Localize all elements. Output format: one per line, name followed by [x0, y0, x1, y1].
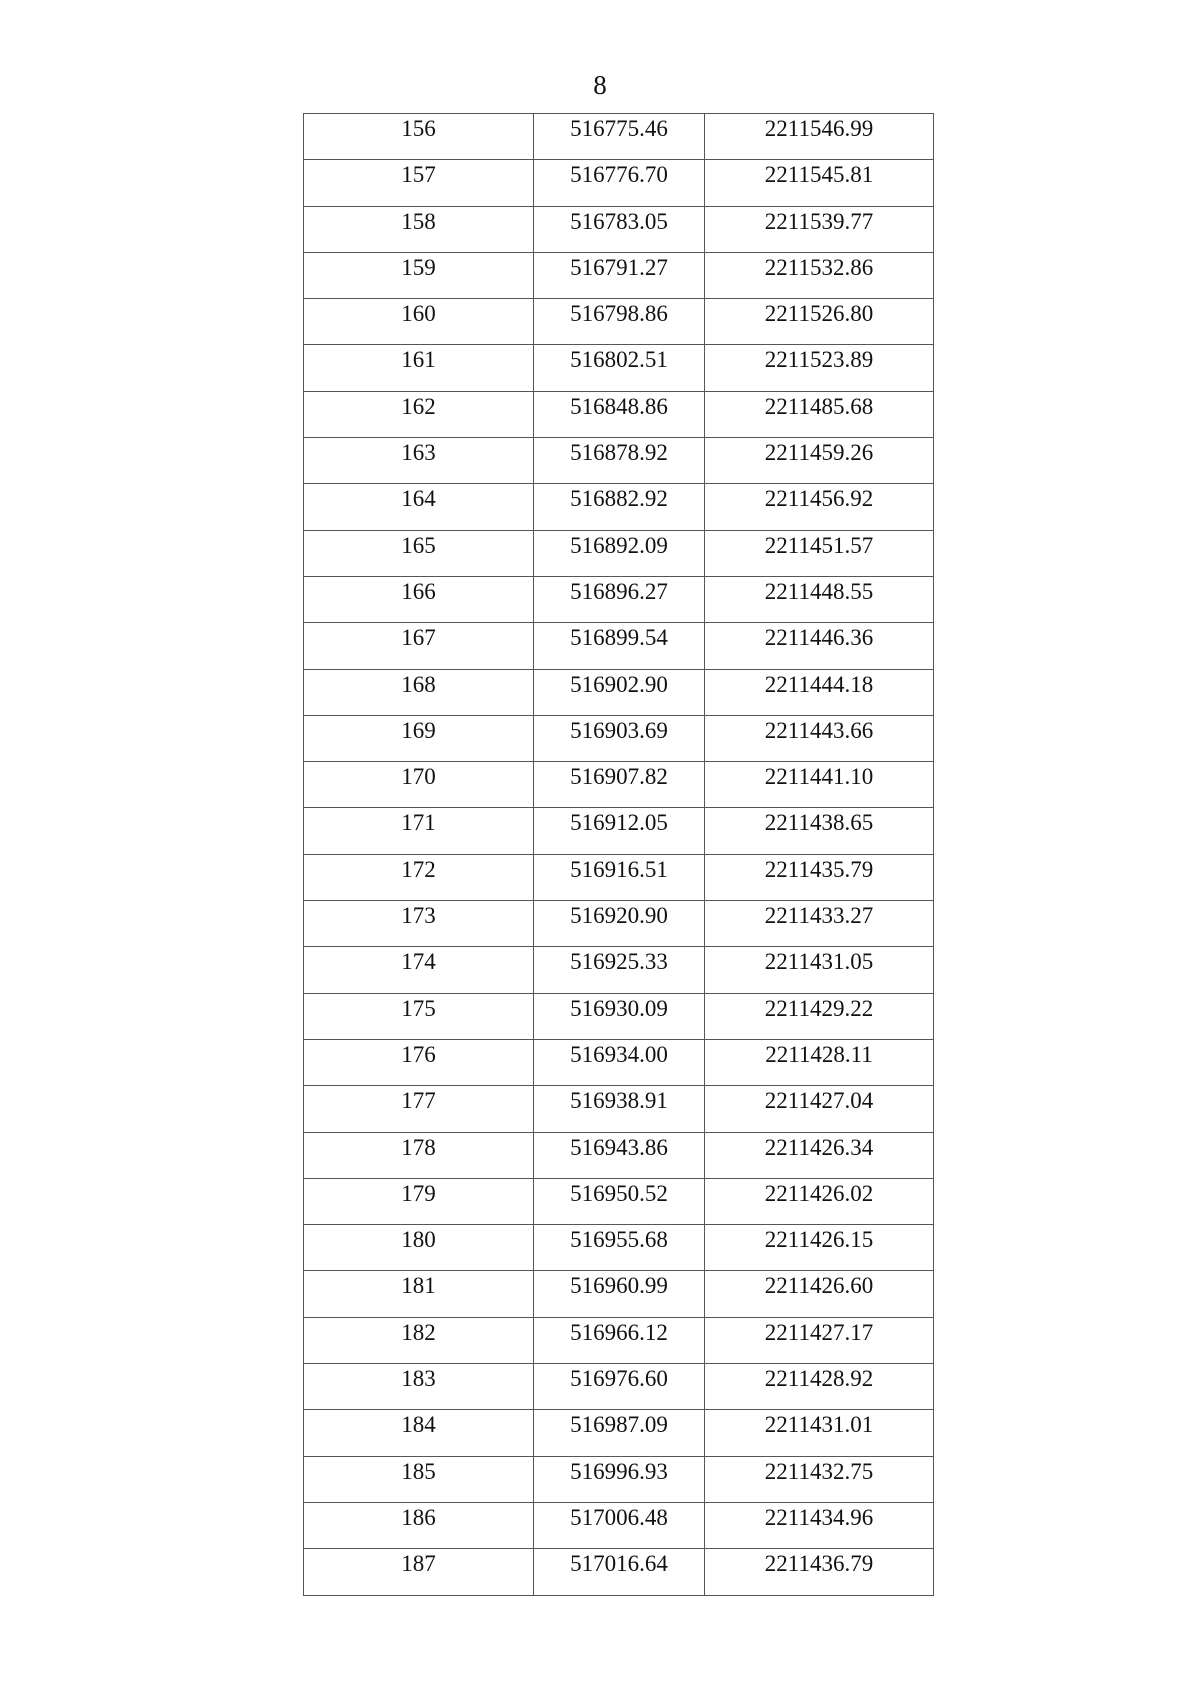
y-coordinate-cell: 2211539.77: [705, 206, 934, 252]
y-coordinate-cell: 2211427.04: [705, 1086, 934, 1132]
table-row: [304, 1410, 934, 1456]
coordinates-table-body: [304, 114, 934, 1596]
y-coordinate-cell: 2211523.89: [705, 345, 934, 391]
table-row: [304, 623, 934, 669]
x-coordinate-cell: 516798.86: [534, 299, 705, 345]
table-row: [304, 1502, 934, 1548]
point-number-cell: 183: [304, 1364, 534, 1410]
table-row: [304, 1549, 934, 1595]
x-coordinate-cell: 516896.27: [534, 576, 705, 622]
x-coordinate-cell: 517016.64: [534, 1549, 705, 1595]
x-coordinate-cell: 516802.51: [534, 345, 705, 391]
y-coordinate-cell: 2211444.18: [705, 669, 934, 715]
y-coordinate-cell: 2211438.65: [705, 808, 934, 854]
y-coordinate-cell: 2211448.55: [705, 576, 934, 622]
x-coordinate-cell: 516903.69: [534, 715, 705, 761]
x-coordinate-cell: 516783.05: [534, 206, 705, 252]
y-coordinate-cell: 2211435.79: [705, 854, 934, 900]
table-row: [304, 808, 934, 854]
x-coordinate-cell: 516938.91: [534, 1086, 705, 1132]
point-number-cell: 176: [304, 1039, 534, 1085]
point-number-cell: 157: [304, 160, 534, 206]
x-coordinate-cell: 516966.12: [534, 1317, 705, 1363]
point-number-cell: 177: [304, 1086, 534, 1132]
point-number-cell: 165: [304, 530, 534, 576]
point-number-cell: 182: [304, 1317, 534, 1363]
x-coordinate-cell: 516912.05: [534, 808, 705, 854]
x-coordinate-cell: 517006.48: [534, 1502, 705, 1548]
table-row: [304, 484, 934, 530]
y-coordinate-cell: 2211431.05: [705, 947, 934, 993]
x-coordinate-cell: 516775.46: [534, 114, 705, 160]
table-row: [304, 160, 934, 206]
point-number-cell: 181: [304, 1271, 534, 1317]
x-coordinate-cell: 516960.99: [534, 1271, 705, 1317]
point-number-cell: 184: [304, 1410, 534, 1456]
table-row: [304, 576, 934, 622]
point-number-cell: 173: [304, 901, 534, 947]
x-coordinate-cell: 516925.33: [534, 947, 705, 993]
point-number-cell: 180: [304, 1225, 534, 1271]
table-row: [304, 1225, 934, 1271]
x-coordinate-cell: 516791.27: [534, 252, 705, 298]
point-number-cell: 185: [304, 1456, 534, 1502]
table-row: [304, 762, 934, 808]
y-coordinate-cell: 2211426.02: [705, 1178, 934, 1224]
table-row: [304, 1271, 934, 1317]
y-coordinate-cell: 2211545.81: [705, 160, 934, 206]
table-row: [304, 114, 934, 160]
y-coordinate-cell: 2211459.26: [705, 438, 934, 484]
table-row: [304, 438, 934, 484]
table-row: [304, 345, 934, 391]
table-row: [304, 1364, 934, 1410]
y-coordinate-cell: 2211432.75: [705, 1456, 934, 1502]
x-coordinate-cell: 516878.92: [534, 438, 705, 484]
x-coordinate-cell: 516892.09: [534, 530, 705, 576]
y-coordinate-cell: 2211526.80: [705, 299, 934, 345]
y-coordinate-cell: 2211485.68: [705, 391, 934, 437]
y-coordinate-cell: 2211431.01: [705, 1410, 934, 1456]
y-coordinate-cell: 2211434.96: [705, 1502, 934, 1548]
point-number-cell: 167: [304, 623, 534, 669]
point-number-cell: 158: [304, 206, 534, 252]
table-row: [304, 669, 934, 715]
y-coordinate-cell: 2211546.99: [705, 114, 934, 160]
table-row: [304, 252, 934, 298]
point-number-cell: 163: [304, 438, 534, 484]
x-coordinate-cell: 516882.92: [534, 484, 705, 530]
y-coordinate-cell: 2211426.60: [705, 1271, 934, 1317]
x-coordinate-cell: 516848.86: [534, 391, 705, 437]
table-row: [304, 1178, 934, 1224]
x-coordinate-cell: 516907.82: [534, 762, 705, 808]
table-row: [304, 901, 934, 947]
y-coordinate-cell: 2211429.22: [705, 993, 934, 1039]
table-row: [304, 947, 934, 993]
point-number-cell: 172: [304, 854, 534, 900]
x-coordinate-cell: 516976.60: [534, 1364, 705, 1410]
x-coordinate-cell: 516950.52: [534, 1178, 705, 1224]
x-coordinate-cell: 516899.54: [534, 623, 705, 669]
x-coordinate-cell: 516934.00: [534, 1039, 705, 1085]
y-coordinate-cell: 2211427.17: [705, 1317, 934, 1363]
x-coordinate-cell: 516943.86: [534, 1132, 705, 1178]
table-row: [304, 206, 934, 252]
point-number-cell: 174: [304, 947, 534, 993]
table-row: [304, 1317, 934, 1363]
table-row: [304, 391, 934, 437]
table-row: [304, 1132, 934, 1178]
y-coordinate-cell: 2211532.86: [705, 252, 934, 298]
table-row: [304, 1456, 934, 1502]
x-coordinate-cell: 516920.90: [534, 901, 705, 947]
x-coordinate-cell: 516916.51: [534, 854, 705, 900]
y-coordinate-cell: 2211443.66: [705, 715, 934, 761]
table-row: [304, 993, 934, 1039]
x-coordinate-cell: 516987.09: [534, 1410, 705, 1456]
x-coordinate-cell: 516955.68: [534, 1225, 705, 1271]
y-coordinate-cell: 2211451.57: [705, 530, 934, 576]
point-number-cell: 161: [304, 345, 534, 391]
y-coordinate-cell: 2211441.10: [705, 762, 934, 808]
point-number-cell: 187: [304, 1549, 534, 1595]
point-number-cell: 156: [304, 114, 534, 160]
point-number-cell: 160: [304, 299, 534, 345]
x-coordinate-cell: 516930.09: [534, 993, 705, 1039]
page-number: 8: [593, 70, 607, 100]
point-number-cell: 166: [304, 576, 534, 622]
y-coordinate-cell: 2211433.27: [705, 901, 934, 947]
table-row: [304, 1039, 934, 1085]
table-row: [304, 299, 934, 345]
y-coordinate-cell: 2211428.92: [705, 1364, 934, 1410]
point-number-cell: 171: [304, 808, 534, 854]
point-number-cell: 179: [304, 1178, 534, 1224]
point-number-cell: 159: [304, 252, 534, 298]
point-number-cell: 170: [304, 762, 534, 808]
x-coordinate-cell: 516902.90: [534, 669, 705, 715]
y-coordinate-cell: 2211456.92: [705, 484, 934, 530]
point-number-cell: 178: [304, 1132, 534, 1178]
y-coordinate-cell: 2211426.34: [705, 1132, 934, 1178]
table-row: [304, 530, 934, 576]
y-coordinate-cell: 2211446.36: [705, 623, 934, 669]
point-number-cell: 175: [304, 993, 534, 1039]
coordinates-table-container: [303, 113, 934, 1596]
table-row: [304, 715, 934, 761]
y-coordinate-cell: 2211436.79: [705, 1549, 934, 1595]
point-number-cell: 168: [304, 669, 534, 715]
point-number-cell: 169: [304, 715, 534, 761]
table-row: [304, 854, 934, 900]
coordinates-table: [303, 113, 934, 1596]
point-number-cell: 186: [304, 1502, 534, 1548]
point-number-cell: 162: [304, 391, 534, 437]
y-coordinate-cell: 2211426.15: [705, 1225, 934, 1271]
point-number-cell: 164: [304, 484, 534, 530]
table-row: [304, 1086, 934, 1132]
x-coordinate-cell: 516996.93: [534, 1456, 705, 1502]
y-coordinate-cell: 2211428.11: [705, 1039, 934, 1085]
x-coordinate-cell: 516776.70: [534, 160, 705, 206]
